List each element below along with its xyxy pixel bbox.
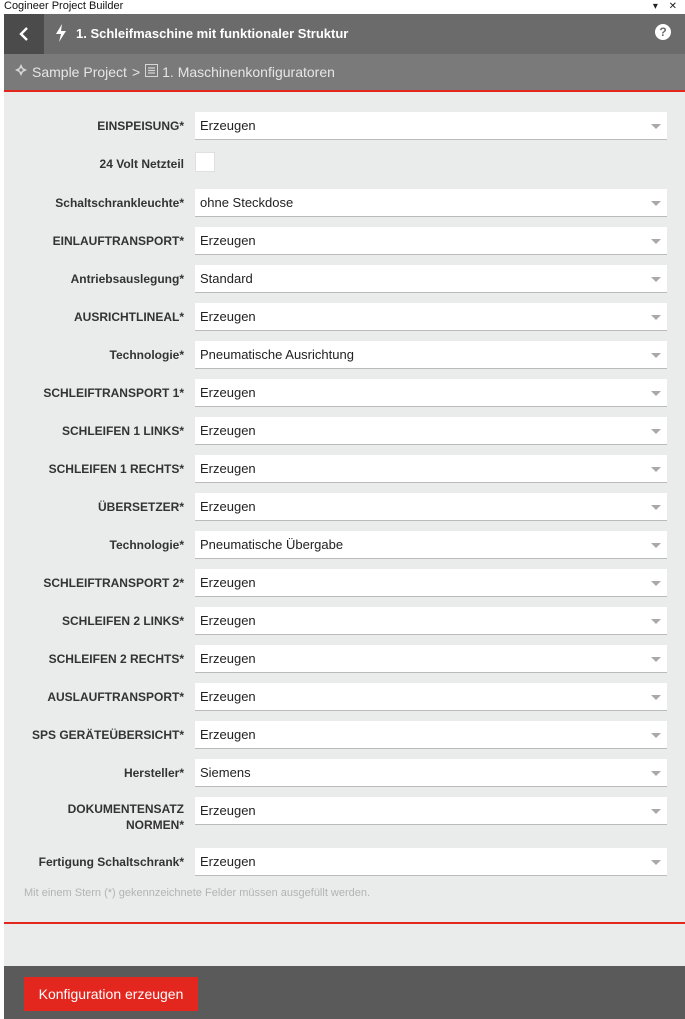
chevron-down-icon (651, 657, 661, 662)
field-label: Hersteller* (123, 766, 184, 780)
netzteil-checkbox[interactable] (195, 152, 215, 172)
schleifen-1-links-select[interactable] (195, 417, 667, 445)
chevron-down-icon (651, 467, 661, 472)
chevron-down-icon (651, 239, 661, 244)
field-label: SPS GERÄTEÜBERSICHT* (31, 728, 184, 742)
breadcrumb-section[interactable]: 1. Maschinenkonfiguratoren (162, 64, 335, 80)
select-value: ohne Steckdose (200, 195, 294, 210)
field-label: DOKUMENTENSATZ NORMEN* (67, 802, 184, 832)
select-value: Pneumatische Übergabe (200, 537, 344, 552)
select-value: Erzeugen (200, 651, 256, 666)
field-label: SCHLEIFEN 2 LINKS* (61, 614, 184, 628)
select-value: Erzeugen (200, 854, 256, 869)
field-label: SCHLEIFEN 1 LINKS* (61, 424, 184, 438)
chevron-down-icon (651, 429, 661, 434)
field-label: Fertigung Schaltschrank* (38, 855, 184, 869)
schleiftransport-2-select[interactable] (195, 569, 667, 597)
chevron-down-icon (651, 695, 661, 700)
select-value: Erzeugen (200, 803, 256, 818)
chevron-down-icon (651, 391, 661, 396)
field-label: AUSLAUFTRANSPORT* (47, 690, 184, 704)
chevron-down-icon (651, 543, 661, 548)
breadcrumb (4, 54, 685, 90)
app-header (4, 14, 685, 54)
chevron-left-icon (18, 26, 30, 42)
auslauftransport-select[interactable] (195, 683, 667, 711)
field-label: SCHLEIFEN 2 RECHTS* (48, 652, 184, 666)
hersteller-select[interactable] (195, 759, 667, 787)
window-titlebar (0, 0, 685, 14)
field-label: Technologie* (109, 538, 184, 552)
select-value: Erzeugen (200, 613, 256, 628)
chevron-down-icon (651, 315, 661, 320)
antriebsauslegung-select[interactable] (195, 265, 667, 293)
select-value: Erzeugen (200, 233, 256, 248)
field-label: Technologie* (109, 348, 184, 362)
chevron-down-icon (651, 860, 661, 865)
select-value: Erzeugen (200, 309, 256, 324)
chevron-down-icon (651, 771, 661, 776)
breadcrumb-project[interactable]: Sample Project (32, 64, 127, 80)
technologie-2-select[interactable] (195, 531, 667, 559)
back-button[interactable] (4, 14, 44, 54)
chevron-down-icon (651, 809, 661, 814)
spacer-panel (4, 924, 685, 966)
chevron-down-icon (651, 619, 661, 624)
chevron-down-icon (651, 505, 661, 510)
chevron-down-icon (651, 124, 661, 129)
select-value: Pneumatische Ausrichtung (200, 347, 354, 362)
field-label: AUSRICHTLINEAL* (74, 310, 184, 324)
select-value: Erzeugen (200, 727, 256, 742)
chevron-down-icon (651, 733, 661, 738)
chevron-down-icon (651, 277, 661, 282)
window-title: Cogineer Project Builder (4, 0, 124, 12)
dokumentensatz-normen-select[interactable] (195, 797, 667, 825)
field-label: EINLAUFTRANSPORT* (52, 234, 184, 248)
field-label: Schaltschrankleuchte* (55, 196, 184, 210)
field-label: Antriebsauslegung* (70, 272, 184, 286)
generate-configuration-button[interactable]: Konfiguration erzeugen (24, 977, 198, 1011)
select-value: Standard (200, 271, 253, 286)
select-value: Siemens (200, 765, 251, 780)
field-label: EINSPEISUNG* (97, 119, 184, 133)
field-label: SCHLEIFEN 1 RECHTS* (48, 462, 184, 476)
schleifen-2-links-select[interactable] (195, 607, 667, 635)
einspeisung-select[interactable] (195, 112, 667, 140)
schaltschrankleuchte-select[interactable] (195, 189, 667, 217)
lightning-icon (54, 22, 68, 44)
chevron-down-icon (651, 353, 661, 358)
schleiftransport-1-select[interactable] (195, 379, 667, 407)
einlauftransport-select[interactable] (195, 227, 667, 255)
field-label: 24 Volt Netzteil (99, 157, 184, 171)
select-value: Erzeugen (200, 385, 256, 400)
select-value: Erzeugen (200, 689, 256, 704)
select-value: Erzeugen (200, 499, 256, 514)
chevron-down-icon (651, 201, 661, 206)
sps-geraeteuebersicht-select[interactable] (195, 721, 667, 749)
select-value: Erzeugen (200, 461, 256, 476)
form-panel (4, 92, 685, 922)
project-icon (14, 54, 28, 90)
select-value: Erzeugen (200, 423, 256, 438)
chevron-down-icon (651, 581, 661, 586)
schleifen-2-rechts-select[interactable] (195, 645, 667, 673)
page-title: 1. Schleifmaschine mit funktionaler Struktur (76, 26, 349, 41)
ausrichtlineal-select[interactable] (195, 303, 667, 331)
help-icon[interactable]: ? (655, 24, 671, 40)
breadcrumb-separator: > (131, 64, 141, 80)
select-value: Erzeugen (200, 118, 256, 133)
select-value: Erzeugen (200, 575, 256, 590)
field-label: SCHLEIFTRANSPORT 1* (43, 386, 184, 400)
field-label: ÜBERSETZER* (97, 500, 184, 514)
fertigung-schaltschrank-select[interactable] (195, 848, 667, 876)
uebersetzer-select[interactable] (195, 493, 667, 521)
technologie-1-select[interactable] (195, 341, 667, 369)
field-label: SCHLEIFTRANSPORT 2* (43, 576, 184, 590)
schleifen-1-rechts-select[interactable] (195, 455, 667, 483)
list-icon (145, 54, 158, 90)
required-fields-note: Mit einem Stern (*) gekennzeichnete Felder müssen ausgefüllt werden. (24, 887, 371, 899)
footer-bar (4, 966, 685, 1019)
window-controls[interactable]: ▾ ✕ (652, 1, 681, 12)
